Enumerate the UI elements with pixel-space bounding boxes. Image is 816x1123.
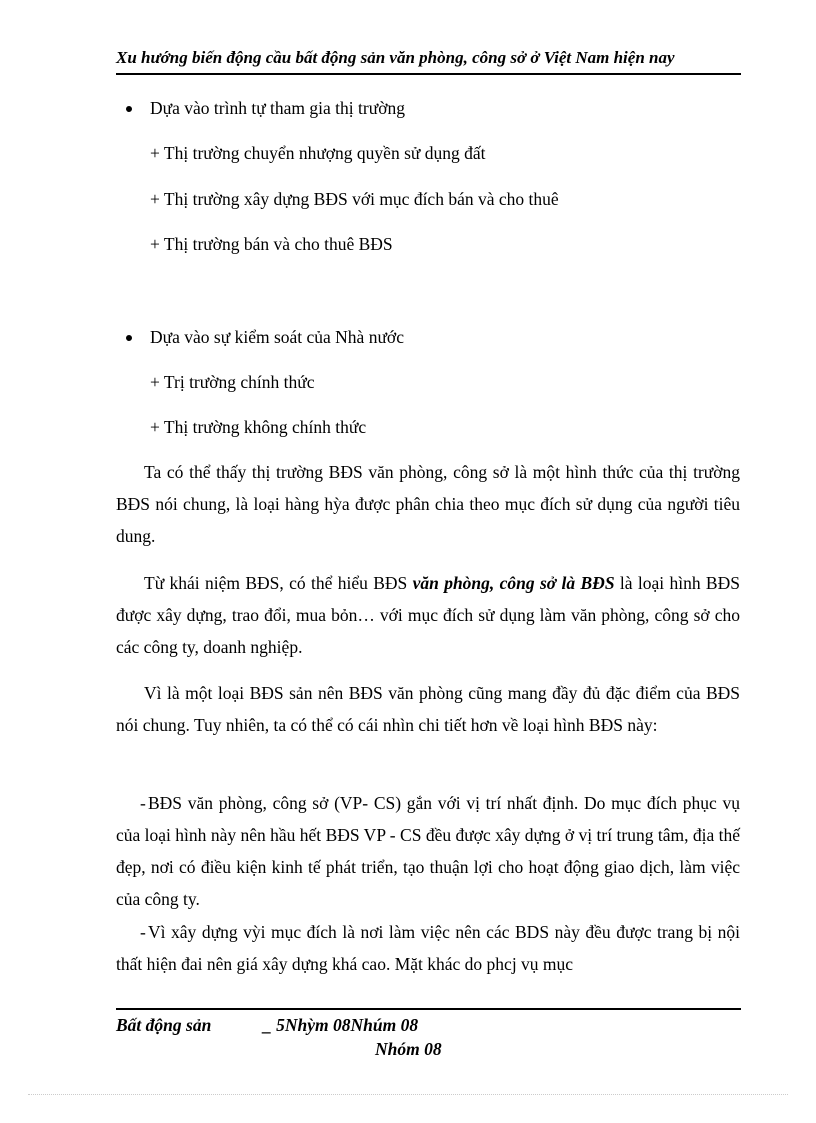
bullet-dot [126,106,132,112]
paragraph-2-text: Từ khái niệm BĐS, có thể hiểu BĐS [144,573,413,593]
footer-rule [116,1008,741,1010]
paragraph-2-emphasis: văn phòng, công sở là BĐS [412,573,615,593]
footer-left: Bất động sản [116,1015,212,1035]
paragraph-2 [116,567,740,663]
dash-marker: - [140,793,146,813]
paragraph-3: Vì là một loại BĐS sản nên BĐS văn phòng cũng mang đầy đủ đặc điểm của BĐS nói chung. Tuy nhiên, ta có thể có cái nhìn chi tiết hơn về loại hình BĐS này: [116,683,740,735]
bullet-heading-1: Dựa vào trình tự tham gia thị trường [150,98,405,118]
bullet-heading-2: Dựa vào sự kiểm soát của Nhà nước [150,327,404,347]
list-item: + Thị trường bán và cho thuê BĐS [150,234,393,254]
footer-group: Nhóm 08 [375,1039,442,1059]
paragraph-4 [116,787,740,915]
paragraph-2-text-end: là loại hình BĐS được xây dựng, trao đổi, mua bỏn… với mục đích sử dụng làm văn phòng, công sở cho các công ty, doanh nghiệp. [116,573,740,657]
list-item: + Thị trường xây dựng BĐS với mục đích bán và cho thuê [150,189,559,209]
paragraph-5-text: Vì xây dựng vỳi mục đích là nơi làm việc nên các BDS này đều được trang bị nội thất hiện đai nên giá xây dựng khá cao. Mặt khác do phcj vụ mục [116,922,740,974]
list-item: + Trị trường chính thức [150,372,315,392]
header-rule [116,73,741,75]
paragraph-4-text: BĐS văn phòng, công sở (VP- CS) gắn với vị trí nhất định. Do mục đích phục vụ của loại hình này nên hầu hết BĐS VP - CS đều được xây dựng ở vị trí trung tâm, địa thế đẹp, nơi có điều kiện kinh tế phát triển, tạo thuận lợi cho hoạt động giao dịch, làm việc của công ty. [116,793,740,909]
bullet-dot [126,335,132,341]
page-header: Xu hướng biến động cầu bất động sản văn phòng, công sở ở Việt Nam hiện nay [116,48,675,67]
paragraph-1: Ta có thể thấy thị trường BĐS văn phòng, công sở là một hình thức của thị trường BĐS nói chung, là loại hàng hỳa được phân chia theo mục đích sử dụng của người tiêu dung. [116,462,740,546]
page-edge [28,1094,788,1095]
dash-marker: - [140,922,146,942]
footer-center: _ 5Nhỳm 08Nhúm 08 [263,1015,419,1035]
list-item: + Thị trường không chính thức [150,417,367,437]
list-item: + Thị trường chuyển nhượng quyền sử dụng đất [150,143,486,163]
paragraph-5 [116,916,740,980]
